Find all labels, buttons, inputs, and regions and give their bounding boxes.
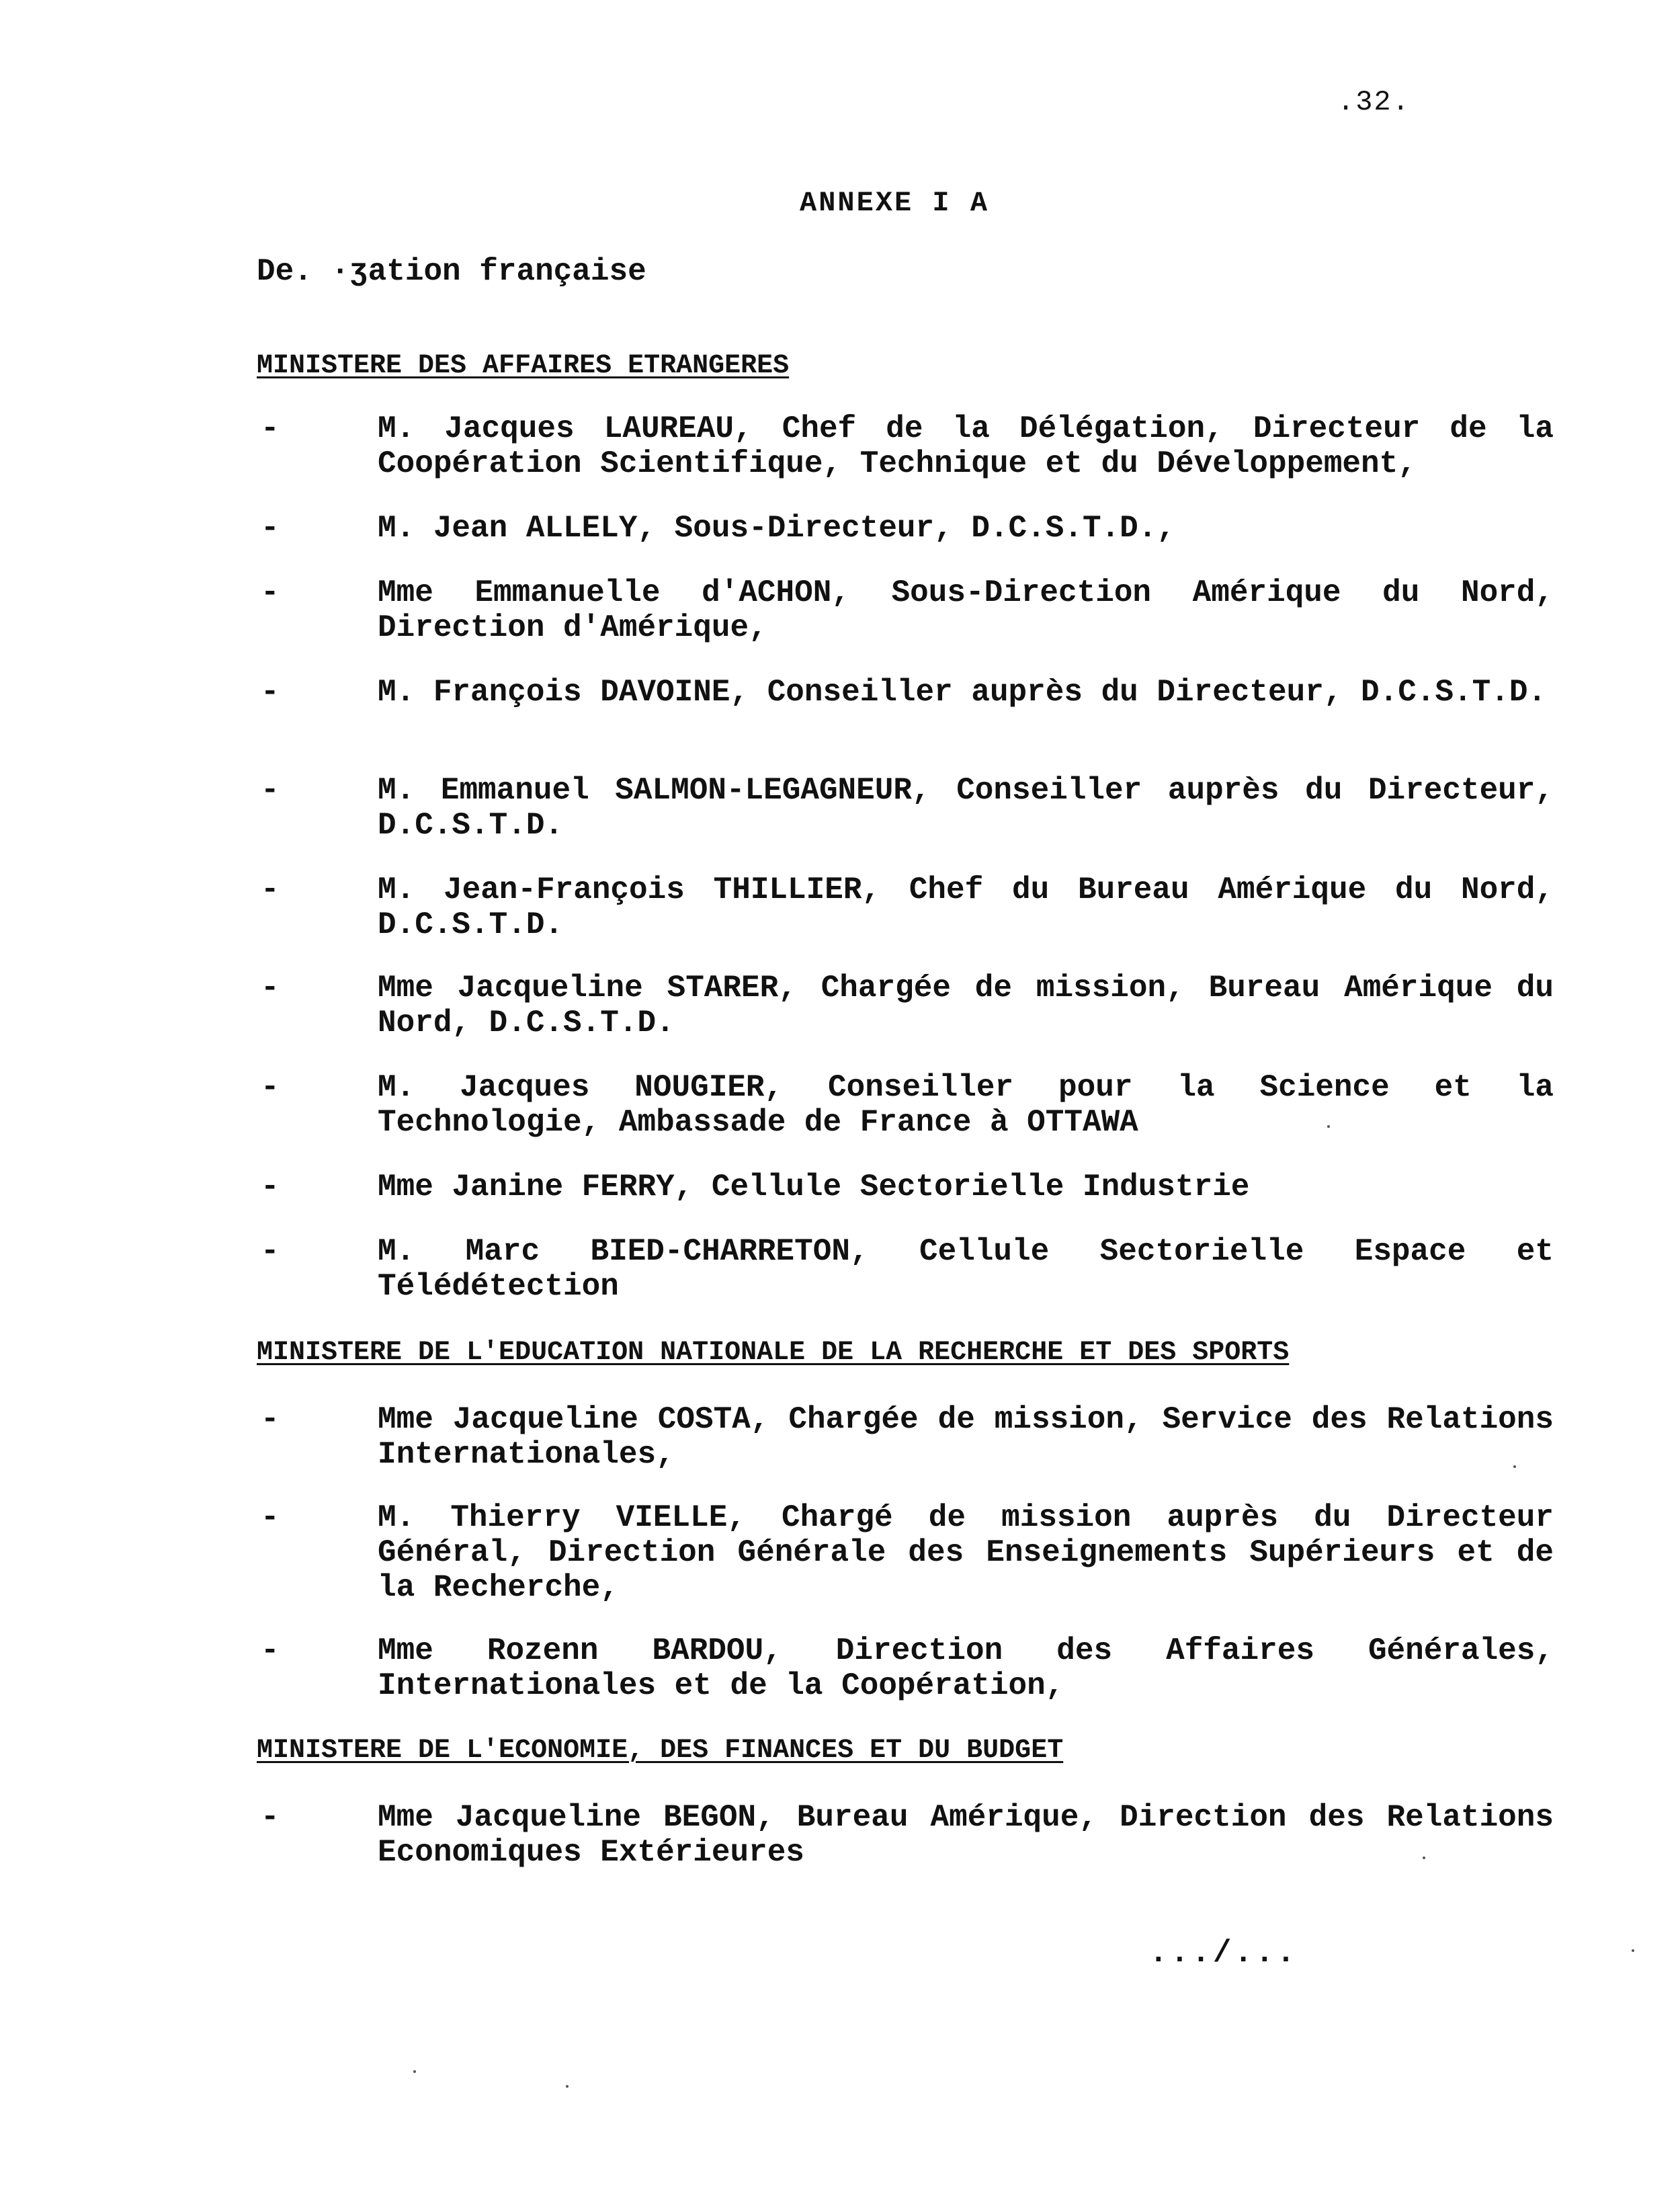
list-item-text: Mme Jacqueline STARER, Chargée de mission, Bureau Amérique du Nord, D.C.S.T.D. xyxy=(378,971,1554,1040)
delegation-title: De. ·ʒation française xyxy=(257,254,646,289)
list-item-text: Mme Janine FERRY, Cellule Sectorielle Industrie xyxy=(378,1170,1250,1205)
list-item-text: M. Marc BIED-CHARRETON, Cellule Sectorielle Espace et Télédétection xyxy=(378,1234,1554,1304)
list-item-text: Mme Jacqueline BEGON, Bureau Amérique, Direction des Relations Economiques Extérieures xyxy=(378,1800,1554,1870)
section-heading-affaires-etrangeres: MINISTERE DES AFFAIRES ETRANGERES xyxy=(257,351,790,381)
list-item-text: M. Thierry VIELLE, Chargé de mission auprès du Directeur Général, Direction Générale des Enseignements Supérieurs et de la Recherche, xyxy=(378,1500,1554,1605)
scan-speck xyxy=(1423,1856,1425,1859)
scan-speck xyxy=(1513,1465,1516,1468)
list-dash: - xyxy=(261,1402,280,1437)
list-dash: - xyxy=(261,575,280,610)
list-item-text: Mme Emmanuelle d'ACHON, Sous-Direction Amérique du Nord, Direction d'Amérique, xyxy=(378,575,1554,645)
list-item-text: M. Emmanuel SALMON-LEGAGNEUR, Conseiller auprès du Directeur, D.C.S.T.D. xyxy=(378,773,1554,843)
list-item-text: M. Jean-François THILLIER, Chef du Bureau Amérique du Nord, D.C.S.T.D. xyxy=(378,872,1554,942)
continuation-mark: .../... xyxy=(1149,1936,1298,1971)
list-dash: - xyxy=(261,773,280,808)
section-heading-education-nationale: MINISTERE DE L'EDUCATION NATIONALE DE LA RECHERCHE ET DES SPORTS xyxy=(257,1338,1290,1368)
scan-speck xyxy=(1327,1125,1330,1128)
list-dash: - xyxy=(261,1234,280,1269)
list-dash: - xyxy=(261,872,280,907)
list-item-text: M. Jacques LAUREAU, Chef de la Délégation, Directeur de la Coopération Scientifique, Technique et du Développement, xyxy=(378,411,1554,481)
scan-speck xyxy=(413,2070,416,2073)
annex-title: ANNEXE I A xyxy=(800,187,990,219)
list-item-text: M. François DAVOINE, Conseiller auprès du Directeur, D.C.S.T.D. xyxy=(378,675,1547,710)
list-dash: - xyxy=(261,675,280,710)
scan-speck xyxy=(566,2085,569,2088)
page-number: .32. xyxy=(1337,86,1411,118)
list-dash: - xyxy=(261,971,280,1006)
list-dash: - xyxy=(261,1633,280,1668)
list-item-text: Mme Rozenn BARDOU, Direction des Affaires Générales, Internationales et de la Coopération, xyxy=(378,1633,1554,1703)
list-dash: - xyxy=(261,411,280,446)
list-item-text: Mme Jacqueline COSTA, Chargée de mission, Service des Relations Internationales, xyxy=(378,1402,1554,1472)
scan-speck xyxy=(1632,1949,1634,1952)
list-dash: - xyxy=(261,1070,280,1105)
list-dash: - xyxy=(261,1170,280,1205)
list-item-text: M. Jacques NOUGIER, Conseiller pour la Science et la Technologie, Ambassade de France à OTTAWA xyxy=(378,1070,1554,1140)
list-dash: - xyxy=(261,1800,280,1835)
list-dash: - xyxy=(261,511,280,546)
section-heading-economie-finances: MINISTERE DE L'ECONOMIE, DES FINANCES ET DU BUDGET xyxy=(257,1736,1064,1766)
list-dash: - xyxy=(261,1500,280,1535)
list-item-text: M. Jean ALLELY, Sous-Directeur, D.C.S.T.D., xyxy=(378,511,1175,546)
